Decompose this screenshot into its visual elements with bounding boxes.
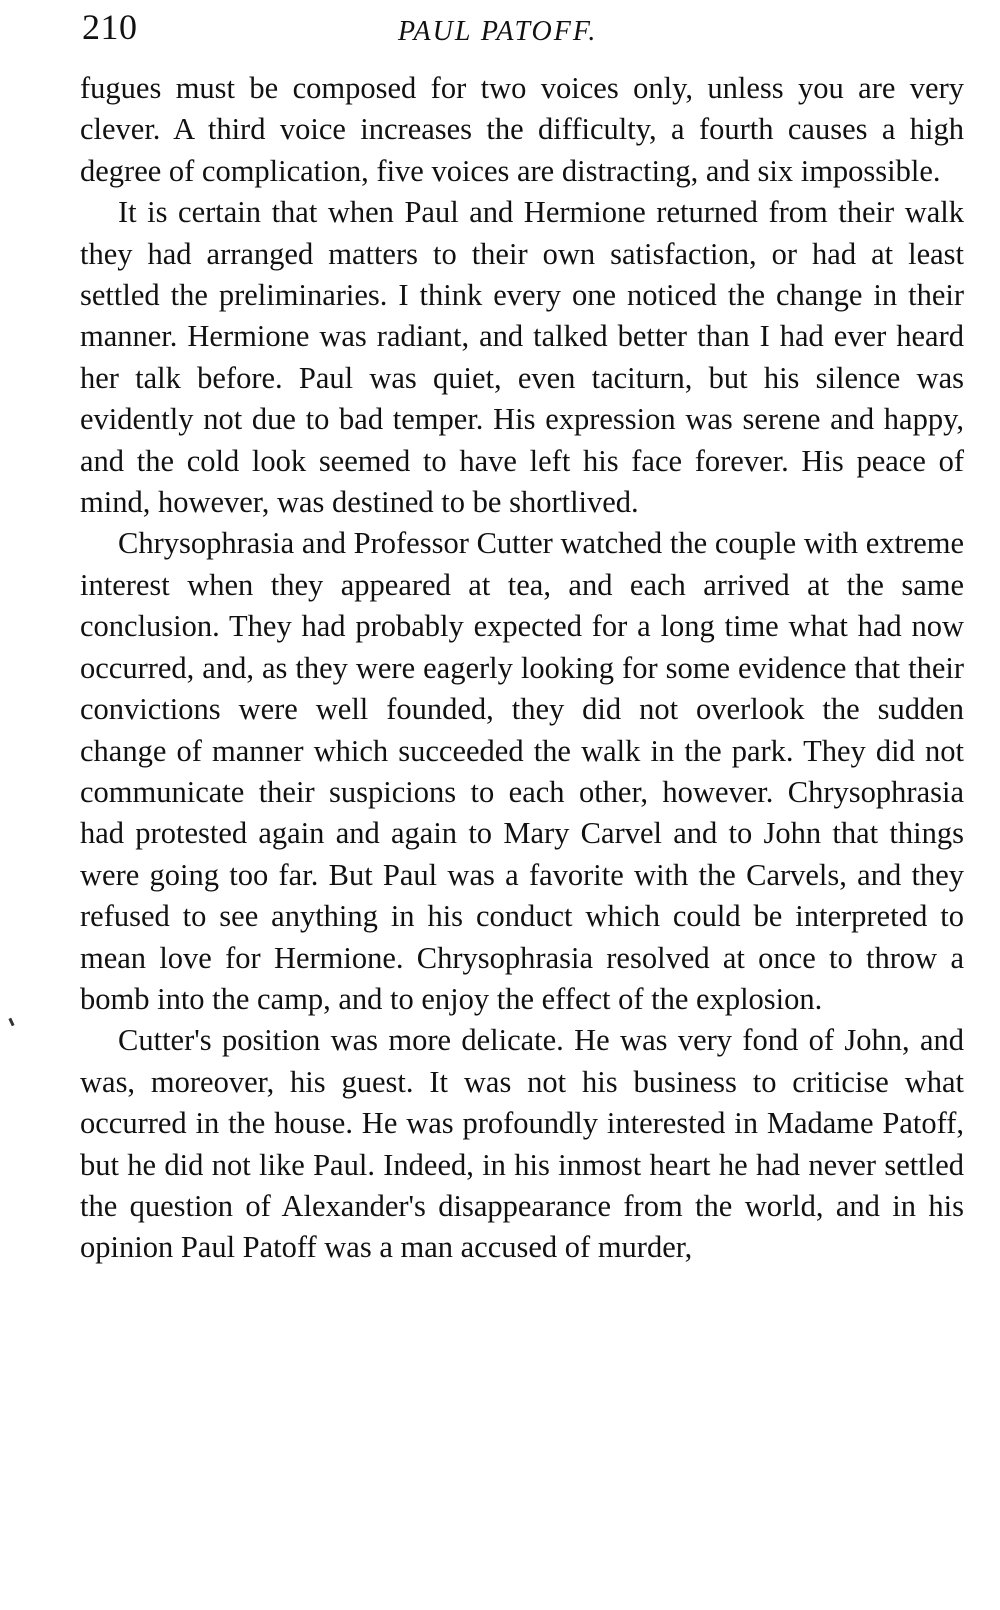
paragraph-continuation: fugues must be composed for two voices only, unless you are very clever. A third voice increases the difficulty, a fourth causes a high degree of complication, five voices are distracting, and six impossible. bbox=[80, 71, 964, 188]
paragraph: Chrysophrasia and Professor Cutter watched the couple with extreme interest when they appeared at tea, and each arrived at the same conclusion. They had probably expected for a long time what had now occurred, and, as they were eagerly looking for some evidence that their convictions were well founded, they did not overlook the sudden change of manner which succeeded the walk in the park. They did not communicate their suspicions to each other, however. Chrysophrasia had protested again and again to Mary Carvel and to John that things were going too far. But Paul was a favorite with the Carvels, and they refused to see anything in his conduct which could be interpreted to mean love for Hermione. Chrysophrasia resolved at once to throw a bomb into the camp, and to enjoy the effect of the explosion. bbox=[80, 526, 964, 1016]
page-header bbox=[80, 6, 964, 56]
book-page bbox=[80, 0, 964, 1610]
page-number: 210 bbox=[82, 7, 138, 47]
paragraph: Cutter's position was more delicate. He was very fond of John, and was, moreover, his guest. It was not his business to criticise what occurred in the house. He was profoundly interested in Madame Patoff, but he did not like Paul. Indeed, in his inmost heart he had never settled the question of Alexander's disappearance from the world, and in his opinion Paul Patoff was a man accused of murder, bbox=[80, 1023, 964, 1265]
body-text bbox=[80, 68, 964, 1269]
paragraph: It is certain that when Paul and Hermione returned from their walk they had arranged matters to their own satisfaction, or had at least settled the preliminaries. I think every one noticed the change in their manner. Hermione was radiant, and talked better than I had ever heard her talk before. Paul was quiet, even taciturn, but his silence was evidently not due to bad temper. His expression was serene and happy, and the cold look seemed to have left his face forever. His peace of mind, however, was destined to be shortlived. bbox=[80, 195, 964, 520]
stray-ink-mark bbox=[8, 1018, 14, 1027]
running-head: PAUL PATOFF. bbox=[398, 16, 598, 47]
